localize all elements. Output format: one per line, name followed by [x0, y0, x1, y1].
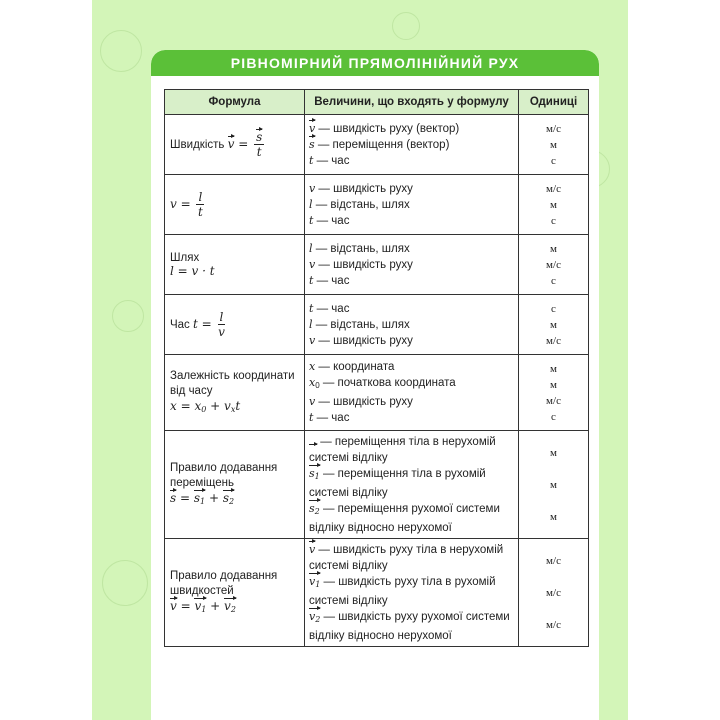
formula-table	[164, 89, 589, 647]
reference-card	[151, 50, 599, 720]
quantities-cell: v — швидкість руху (вектор) s — переміщення (вектор) t — час	[305, 115, 519, 175]
table-row	[165, 235, 589, 295]
row-label: Залежність координати від часу	[170, 369, 295, 397]
quantities-cell: — переміщення тіла в нерухомій системі відліку $s_1$ — переміщення тіла в рухомій системі відліку $s_2$ — переміщення рухомої системи відліку відносно нерухомої	[305, 431, 519, 539]
background-doodle	[100, 30, 142, 72]
table-row	[165, 355, 589, 431]
velocity-sum-formula: $v = v_1 + v_2$	[170, 599, 300, 617]
header-quantities: Величини, що входять у формулу	[305, 90, 519, 115]
background-doodle	[112, 300, 144, 332]
card-title: РІВНОМІРНИЙ ПРЯМОЛІНІЙНИЙ РУХ	[151, 50, 599, 76]
units-cell: м м м/с с	[519, 355, 589, 431]
background-doodle	[392, 12, 420, 40]
formula-cell	[165, 431, 305, 539]
distance-formula: l = v · t	[170, 263, 215, 278]
table-row	[165, 431, 589, 539]
coordinate-formula: $x = x_0 + v_xt$	[170, 398, 241, 414]
units-cell: м м м	[519, 431, 589, 539]
table-header-row	[165, 90, 589, 115]
row-label: Час	[170, 319, 190, 331]
formula-cell	[165, 295, 305, 355]
quantities-cell: l — відстань, шлях v — швидкість руху t — час	[305, 235, 519, 295]
quantities-cell: v — швидкість руху l — відстань, шлях t — час	[305, 175, 519, 235]
table-row	[165, 539, 589, 647]
units-cell: м м/с с	[519, 235, 589, 295]
units-cell: м/с м с	[519, 115, 589, 175]
quantities-cell: t — час l — відстань, шлях v — швидкість руху	[305, 295, 519, 355]
row-label: Швидкість	[170, 139, 225, 151]
quantities-cell: x — координата $x_0$ — початкова координата v — швидкість руху t — час	[305, 355, 519, 431]
row-label: Шлях	[170, 251, 200, 264]
units-cell: м/с м с	[519, 175, 589, 235]
header-formula: Формула	[165, 90, 305, 115]
table-row	[165, 295, 589, 355]
formula-cell	[165, 355, 305, 431]
row-label: Правило додавання переміщень	[170, 461, 278, 489]
displacement-sum-formula: $s = s_1 + s_2$	[170, 491, 300, 509]
header-units: Одиниці	[519, 90, 589, 115]
formula-cell	[165, 115, 305, 175]
background-doodle	[102, 560, 148, 606]
time-formula: t = $\frac{l}{v}$	[193, 310, 225, 339]
units-cell: с м м/с	[519, 295, 589, 355]
speed-formula: v = $\frac{l}{t}$	[170, 190, 203, 219]
table-row	[165, 115, 589, 175]
formula-cell	[165, 235, 305, 295]
quantities-cell: v — швидкість руху тіла в нерухомій системі відліку $v_1$ — швидкість руху тіла в рухомій системі відліку $v_2$ — швидкість руху рухомої системи відліку відносно нерухомої	[305, 539, 519, 647]
row-label: Правило додавання швидкостей	[170, 569, 278, 597]
units-cell: м/с м/с м/с	[519, 539, 589, 647]
formula-cell	[165, 539, 305, 647]
formula-cell	[165, 175, 305, 235]
velocity-formula: v = $\frac{s}{t}$	[227, 130, 263, 159]
table-row	[165, 175, 589, 235]
